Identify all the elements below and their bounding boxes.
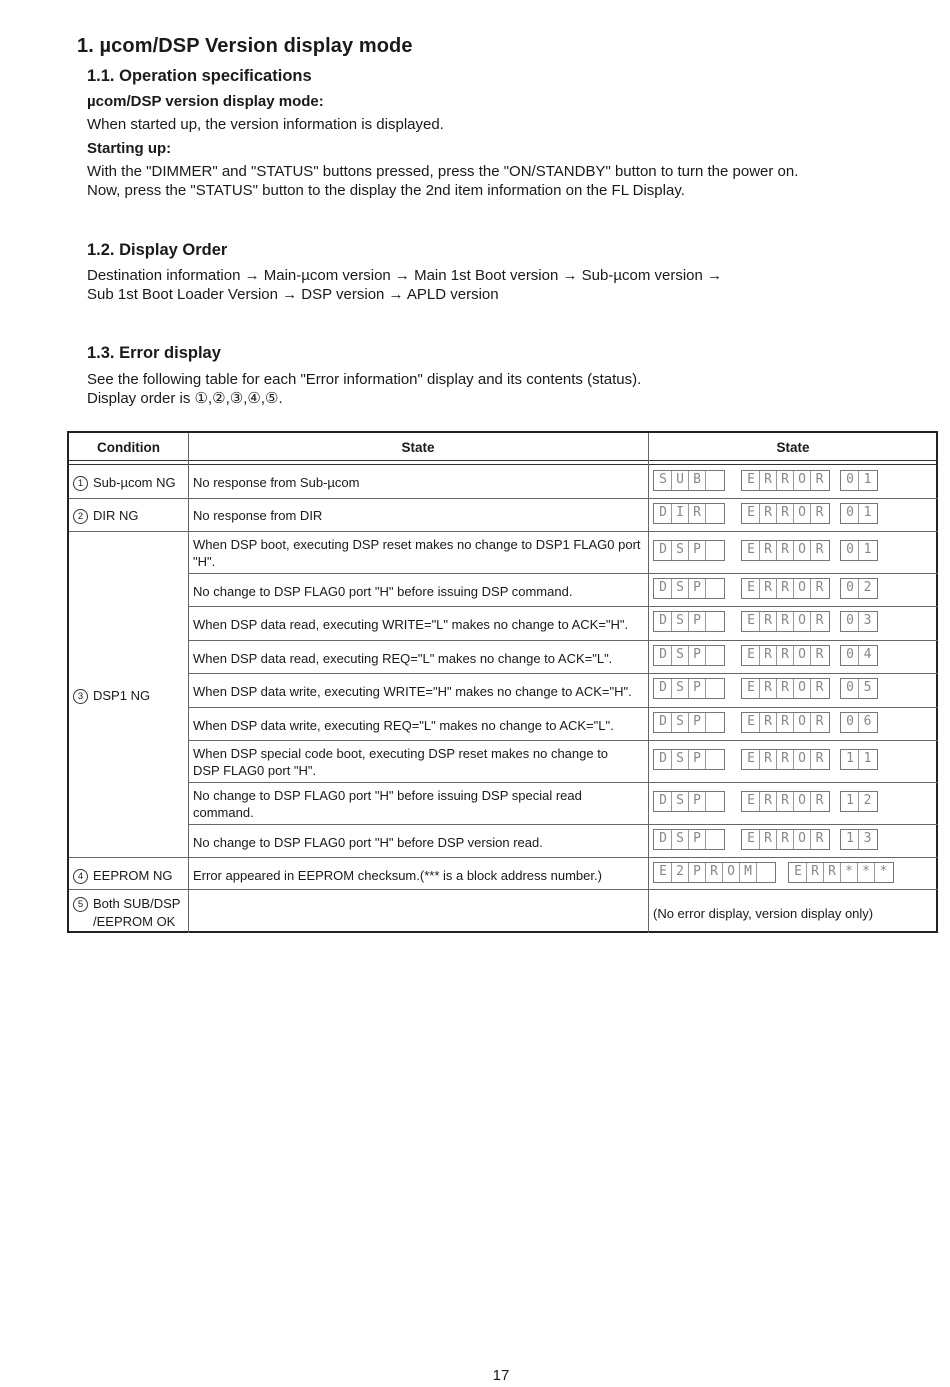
fl-display-char: P — [689, 679, 706, 698]
fl-display-char: D — [655, 792, 672, 811]
fl-display-row-4 — [653, 578, 884, 599]
fl-display-char: D — [655, 541, 672, 560]
fl-display-char: D — [655, 579, 672, 598]
fl-display-char: * — [875, 863, 892, 882]
fl-display-char: O — [794, 792, 811, 811]
fl-display-row-12 — [653, 862, 900, 883]
fl-display-segment-group — [840, 829, 878, 850]
fl-display-char: R — [811, 750, 828, 769]
fl-display-char: R — [760, 579, 777, 598]
state-row-1: No response from Sub-µcom — [193, 475, 360, 490]
fl-display-segment-group — [741, 578, 830, 599]
fl-display-char: E — [743, 713, 760, 732]
fl-display-char: * — [858, 863, 875, 882]
fl-display-char: E — [743, 541, 760, 560]
fl-display-char: 0 — [842, 504, 859, 523]
fl-display-row-10 — [653, 791, 884, 812]
fl-display-char: P — [689, 830, 706, 849]
section-1-3-title: 1.3. Error display — [87, 344, 221, 362]
fl-display-char: O — [794, 612, 811, 631]
fl-display-char: M — [740, 863, 757, 882]
condition-3: 3 DSP1 NG — [73, 687, 150, 704]
fl-display-char: E — [790, 863, 807, 882]
fl-display-segment-group — [840, 678, 878, 699]
fl-display-char: S — [672, 646, 689, 665]
fl-display-char: O — [794, 579, 811, 598]
fl-display-char: 0 — [842, 679, 859, 698]
condition-5: 5 Both SUB/DSP — [73, 895, 180, 912]
fl-display-char — [706, 679, 723, 698]
fl-display-char — [706, 646, 723, 665]
fl-display-char: R — [824, 863, 841, 882]
fl-display-char: P — [689, 792, 706, 811]
fl-display-segment-group — [840, 712, 878, 733]
fl-display-char: R — [760, 541, 777, 560]
start-line-2: Now, press the "STATUS" button to the display the 2nd item information on the FL Display. — [87, 182, 685, 199]
fl-display-segment-group — [741, 678, 830, 699]
fl-display-char — [706, 471, 723, 490]
fl-display-row-3 — [653, 540, 884, 561]
fl-display-char: D — [655, 713, 672, 732]
fl-display-row-6 — [653, 645, 884, 666]
fl-display-char: R — [706, 863, 723, 882]
page-title: 1. µcom/DSP Version display mode — [77, 35, 413, 57]
fl-display-char: R — [811, 612, 828, 631]
fl-display-segment-group — [741, 712, 830, 733]
fl-display-char: D — [655, 679, 672, 698]
state-row-9: When DSP special code boot, executing DSP reset makes no change to DSP FLAG0 port "H". — [193, 746, 609, 778]
error-line-1: See the following table for each "Error information" display and its contents (status). — [87, 371, 642, 388]
fl-display-char: R — [777, 679, 794, 698]
fl-display-char: R — [777, 612, 794, 631]
fl-display-segment-group — [653, 749, 725, 770]
fl-display-char: R — [777, 504, 794, 523]
fl-display-char: P — [689, 713, 706, 732]
fl-display-char: O — [794, 504, 811, 523]
fl-display-char: R — [811, 830, 828, 849]
fl-display-segment-group — [741, 791, 830, 812]
no-error-display-text: (No error display, version display only) — [653, 906, 874, 921]
fl-display-char — [706, 830, 723, 849]
fl-display-segment-group — [653, 611, 725, 632]
mode-text: When started up, the version information is displayed. — [87, 116, 444, 133]
mode-label: µcom/DSP version display mode: — [87, 93, 324, 110]
fl-display-char: U — [672, 471, 689, 490]
start-label: Starting up: — [87, 140, 172, 157]
fl-display-char: P — [689, 612, 706, 631]
fl-display-char: 2 — [859, 579, 876, 598]
fl-display-char: R — [760, 750, 777, 769]
fl-display-char: R — [760, 646, 777, 665]
fl-display-char: O — [794, 750, 811, 769]
fl-display-char: O — [794, 471, 811, 490]
fl-display-char: 1 — [842, 830, 859, 849]
start-line-1: With the "DIMMER" and "STATUS" buttons pressed, press the "ON/STANDBY" button to turn the power on. — [87, 163, 799, 180]
section-1-2-title: 1.2. Display Order — [87, 241, 228, 259]
fl-display-char: R — [811, 579, 828, 598]
fl-display-char — [706, 504, 723, 523]
fl-display-char: 6 — [859, 713, 876, 732]
fl-display-char: R — [760, 679, 777, 698]
fl-display-char: P — [689, 579, 706, 598]
fl-display-char: S — [672, 679, 689, 698]
condition-2: 2 DIR NG — [73, 507, 139, 524]
fl-display-char: R — [777, 750, 794, 769]
state-row-11: No change to DSP FLAG0 port "H" before DSP version read. — [193, 835, 543, 850]
state-row-3: When DSP boot, executing DSP reset makes no change to DSP1 FLAG0 port "H". — [193, 537, 641, 569]
fl-display-char: 0 — [842, 713, 859, 732]
fl-display-char: D — [655, 646, 672, 665]
fl-display-char: S — [655, 471, 672, 490]
state-row-8: When DSP data write, executing REQ="L" makes no change to ACK="L". — [193, 718, 614, 733]
page-number: 17 — [492, 1367, 510, 1384]
fl-display-row-9 — [653, 749, 884, 770]
fl-display-char: 0 — [842, 471, 859, 490]
fl-display-segment-group — [741, 470, 830, 491]
fl-display-segment-group — [653, 470, 725, 491]
fl-display-segment-group — [840, 749, 878, 770]
fl-display-char: 3 — [859, 612, 876, 631]
fl-display-char: * — [841, 863, 858, 882]
fl-display-char: R — [760, 471, 777, 490]
fl-display-char — [706, 612, 723, 631]
fl-display-char: E — [743, 792, 760, 811]
fl-display-char — [706, 541, 723, 560]
fl-display-char: S — [672, 579, 689, 598]
fl-display-char — [757, 863, 774, 882]
fl-display-segment-group — [653, 829, 725, 850]
condition-1: 1 Sub-µcom NG — [73, 474, 176, 491]
fl-display-row-5 — [653, 611, 884, 632]
fl-display-char: R — [760, 713, 777, 732]
fl-display-char: O — [794, 830, 811, 849]
fl-display-segment-group — [840, 470, 878, 491]
fl-display-segment-group — [653, 578, 725, 599]
fl-display-char: I — [672, 504, 689, 523]
fl-display-char: R — [777, 830, 794, 849]
fl-display-segment-group — [840, 645, 878, 666]
fl-display-char: R — [811, 504, 828, 523]
state-row-2: No response from DIR — [193, 508, 323, 523]
fl-display-char: 3 — [859, 830, 876, 849]
fl-display-segment-group — [741, 645, 830, 666]
fl-display-segment-group — [840, 791, 878, 812]
fl-display-char: P — [689, 541, 706, 560]
fl-display-char: S — [672, 541, 689, 560]
fl-display-char: E — [743, 471, 760, 490]
condition-5-line2: /EEPROM OK — [93, 914, 176, 929]
fl-display-char: D — [655, 612, 672, 631]
fl-display-char: E — [743, 830, 760, 849]
header-state-display: State — [776, 440, 810, 455]
fl-display-char: 4 — [859, 646, 876, 665]
state-row-5: When DSP data read, executing WRITE="L" makes no change to ACK="H". — [193, 617, 629, 632]
fl-display-char: R — [760, 612, 777, 631]
fl-display-char: R — [689, 504, 706, 523]
fl-display-char: E — [743, 646, 760, 665]
fl-display-char: R — [760, 792, 777, 811]
fl-display-char: 1 — [842, 792, 859, 811]
fl-display-char: E — [743, 504, 760, 523]
fl-display-row-2 — [653, 503, 884, 524]
fl-display-char: 2 — [859, 792, 876, 811]
error-line-2: Display order is ①,②,③,④,⑤. — [87, 390, 283, 407]
fl-display-char: S — [672, 612, 689, 631]
fl-display-char: R — [777, 792, 794, 811]
fl-display-char: D — [655, 830, 672, 849]
fl-display-char: R — [811, 646, 828, 665]
state-row-4: No change to DSP FLAG0 port "H" before issuing DSP command. — [193, 584, 573, 599]
fl-display-char: 2 — [672, 863, 689, 882]
fl-display-char: E — [743, 579, 760, 598]
fl-display-char: D — [655, 504, 672, 523]
fl-display-segment-group — [653, 791, 725, 812]
fl-display-char: E — [743, 750, 760, 769]
order-line-2: Sub 1st Boot Loader Version → DSP version → APLD version — [87, 286, 499, 303]
fl-display-char: R — [811, 541, 828, 560]
fl-display-char: S — [672, 830, 689, 849]
fl-display-segment-group — [741, 611, 830, 632]
fl-display-char: S — [672, 792, 689, 811]
fl-display-segment-group — [840, 578, 878, 599]
fl-display-segment-group — [741, 503, 830, 524]
fl-display-char: R — [777, 541, 794, 560]
fl-display-char: R — [811, 679, 828, 698]
fl-display-char — [706, 792, 723, 811]
fl-display-row-1 — [653, 470, 884, 491]
fl-display-char: D — [655, 750, 672, 769]
fl-display-segment-group — [840, 611, 878, 632]
fl-display-segment-group — [653, 645, 725, 666]
fl-display-char: R — [811, 792, 828, 811]
fl-display-char: R — [760, 504, 777, 523]
fl-display-row-7 — [653, 678, 884, 699]
fl-display-char: R — [811, 713, 828, 732]
header-state: State — [401, 440, 435, 455]
fl-display-char: 1 — [859, 541, 876, 560]
fl-display-char — [706, 750, 723, 769]
fl-display-char: 0 — [842, 646, 859, 665]
fl-display-segment-group — [741, 749, 830, 770]
fl-display-row-8 — [653, 712, 884, 733]
fl-display-char: P — [689, 863, 706, 882]
fl-display-char: R — [777, 713, 794, 732]
fl-display-char: 5 — [859, 679, 876, 698]
fl-display-char: E — [655, 863, 672, 882]
fl-display-segment-group — [840, 503, 878, 524]
fl-display-char: P — [689, 646, 706, 665]
fl-display-char: R — [777, 579, 794, 598]
section-1-1-title: 1.1. Operation specifications — [87, 67, 312, 85]
fl-display-char: 0 — [842, 579, 859, 598]
fl-display-char: P — [689, 750, 706, 769]
fl-display-char: R — [811, 471, 828, 490]
state-row-12: Error appeared in EEPROM checksum.(*** is a block address number.) — [193, 868, 602, 883]
fl-display-char: E — [743, 679, 760, 698]
fl-display-segment-group — [653, 540, 725, 561]
fl-display-char: B — [689, 471, 706, 490]
order-line-1: Destination information → Main-µcom version → Main 1st Boot version → Sub-µcom version → — [87, 267, 723, 284]
fl-display-char: O — [794, 713, 811, 732]
fl-display-row-11 — [653, 829, 884, 850]
fl-display-char: S — [672, 750, 689, 769]
fl-display-char: O — [794, 541, 811, 560]
fl-display-char: O — [723, 863, 740, 882]
fl-display-char: O — [794, 646, 811, 665]
state-row-6: When DSP data read, executing REQ="L" makes no change to ACK="L". — [193, 651, 613, 666]
fl-display-segment-group — [653, 862, 776, 883]
fl-display-segment-group — [840, 540, 878, 561]
fl-display-char: 1 — [859, 471, 876, 490]
fl-display-char — [706, 713, 723, 732]
fl-display-char: E — [743, 612, 760, 631]
fl-display-segment-group — [653, 712, 725, 733]
fl-display-char — [706, 579, 723, 598]
fl-display-segment-group — [788, 862, 894, 883]
state-row-7: When DSP data write, executing WRITE="H" makes no change to ACK="H". — [193, 684, 632, 699]
fl-display-segment-group — [741, 540, 830, 561]
fl-display-char: 1 — [842, 750, 859, 769]
fl-display-char: R — [760, 830, 777, 849]
fl-display-segment-group — [653, 503, 725, 524]
fl-display-char: 1 — [859, 750, 876, 769]
fl-display-char: R — [777, 471, 794, 490]
fl-display-char: O — [794, 679, 811, 698]
fl-display-char: 0 — [842, 612, 859, 631]
fl-display-char: 1 — [859, 504, 876, 523]
condition-4: 4 EEPROM NG — [73, 867, 172, 884]
fl-display-char: R — [807, 863, 824, 882]
fl-display-segment-group — [653, 678, 725, 699]
fl-display-char: S — [672, 713, 689, 732]
fl-display-segment-group — [741, 829, 830, 850]
fl-display-char: R — [777, 646, 794, 665]
fl-display-char: 0 — [842, 541, 859, 560]
state-row-10: No change to DSP FLAG0 port "H" before issuing DSP special read command. — [193, 788, 582, 820]
header-condition: Condition — [97, 440, 160, 455]
